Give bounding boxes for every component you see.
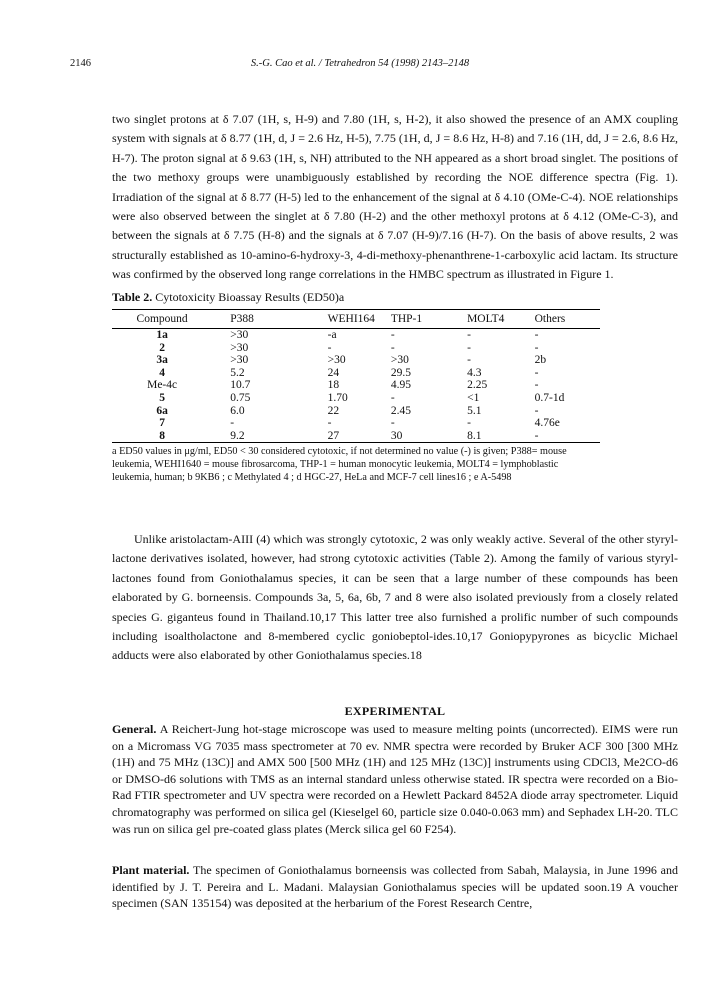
cell-molt4: 2.25 bbox=[467, 379, 488, 392]
cell-wehi164: -a bbox=[327, 329, 337, 341]
cell-compound: 2 bbox=[159, 341, 165, 354]
table-footnote bbox=[112, 445, 572, 484]
cell-wehi164: 18 bbox=[327, 379, 340, 392]
cell-others: - bbox=[534, 366, 539, 379]
table-row bbox=[112, 405, 600, 418]
cell-thp1: 29.5 bbox=[390, 366, 411, 379]
paragraph-general bbox=[112, 721, 678, 837]
page-header bbox=[70, 58, 650, 74]
running-title: S.-G. Cao et al. / Tetrahedron 54 (1998) 2143–2148 bbox=[250, 58, 470, 69]
table-row bbox=[112, 342, 600, 355]
cell-wehi164: 22 bbox=[327, 404, 340, 417]
cell-others: - bbox=[534, 329, 539, 341]
paragraph-plant-material bbox=[112, 862, 678, 912]
cell-p388: >30 bbox=[230, 329, 249, 341]
header-compound: Compound bbox=[112, 310, 212, 329]
cell-thp1: - bbox=[390, 417, 395, 430]
cell-p388: 6.0 bbox=[230, 404, 245, 417]
cell-others: - bbox=[535, 430, 600, 443]
general-text: A Reichert-Jung hot-stage microscope was used to measure melting points (uncorrected). EIMS were run on a Micromass VG 7035 mass spectrometer at 70 ev. NMR spectra were recorded by Bruker ACF 300 [300 MHz (1H) and 75 MHz (13C)] and AMX 500 [500 MHz (1H) and 125 MHz (13C)] instruments using CDCl3, Me2CO-d6 or DMSO-d6 solutions with TMS as an internal standard unless otherwise stated. IR spectra were recorded on a Bio-Rad FTIR spectrometer and UV spectra were recorded on a Hewlett Packard 8452A diode array spectrometer. Liquid chromatography was performed on silica gel (Kieselgel 60, particle size 0.040-0.063 mm) and Sephadex LH-20. TLC was run on silica gel pre-coated glass plates (Merck silica gel 60 F254). bbox=[112, 722, 678, 836]
header-thp1: THP-1 bbox=[391, 310, 467, 329]
paragraph-text: Unlike aristolactam-AIII (4) which was strongly cytotoxic, 2 was only weakly active. Several of the other styryl-lactone derivatives isolated, however, had strong cytotoxic activities (Table 2). Among the family of various styryl-lactones found from Goniothalamus species, it can be seen that a large number of these compounds has been elaborated by G. borneensis. Compounds 3a, 5, 6a, 6b, 7 and 8 were also isolated previously from a closely related species G. giganteus found in Thailand.10,17 This latter tree also furnished a prolific number of such compounds including isoaltholactone and 8-membered cyclic goniobeptol-ides.10,17 Goniopypyrones as bicyclic Michael adducts were also elaborated by other Goniothalamus species.18 bbox=[112, 532, 678, 663]
header-wehi164: WEHI164 bbox=[328, 310, 391, 329]
cell-others: - bbox=[534, 341, 539, 354]
paragraph-nmr-discussion bbox=[112, 110, 678, 285]
cell-p388: 5.2 bbox=[230, 366, 245, 379]
table-cytotoxicity bbox=[112, 290, 667, 484]
paragraph-text: two singlet protons at δ 7.07 (1H, s, H-9) and 7.80 (1H, s, H-2), it also showed the presence of an AMX coupling system with signals at δ 8.77 (1H, d, J = 2.6 Hz, H-5), 7.75 (1H, d, J = 8.6 Hz, H-8) and 7.16 (1H, dd, J = 2.6, 8.6 Hz, H-7). The proton signal at δ 9.63 (1H, s, NH) attributed to the NH appeared as a short broad singlet. The positions of the two methoxy groups were unambiguously established by recording the NOE difference spectra (Fig. 1). Irradiation of the signal at δ 8.77 (H-5) led to the enhancement of the signal at δ 4.10 (OMe-C-4). NOE relationships were also observed between the singlet at δ 7.80 (H-2) and the other methoxyl protons at δ 4.12 (OMe-C-3), and between the signals at δ 7.75 (H-8) and the signals at δ 7.07 (H-9)/7.16 (H-7). On the basis of above results, 2 was structurally established as 10-amino-6-hydroxy-3, 4-di-methoxy-phenanthrene-1-carboxylic acid lactam. Its structure was confirmed by the observed long range correlations in the HMBC spectrum as illustrated in Figure 1. bbox=[112, 112, 678, 282]
table-row bbox=[112, 430, 600, 443]
cell-molt4: 4.3 bbox=[467, 366, 482, 379]
cell-molt4: - bbox=[467, 417, 471, 430]
section-heading-experimental: EXPERIMENTAL bbox=[344, 704, 446, 718]
header-others: Others bbox=[535, 310, 600, 329]
table-caption-text: Cytotoxicity Bioassay Results (ED50)a bbox=[155, 290, 345, 304]
cell-molt4: 5.1 bbox=[467, 404, 482, 417]
cell-compound: 5 bbox=[159, 391, 165, 404]
cell-compound: 6a bbox=[156, 404, 168, 417]
paragraph-cytotoxicity-discussion bbox=[112, 530, 678, 666]
cell-thp1: >30 bbox=[390, 354, 409, 367]
cell-others: 4.76e bbox=[534, 417, 560, 430]
cell-molt4: - bbox=[467, 341, 471, 354]
data-table bbox=[112, 309, 600, 443]
header-p388: P388 bbox=[212, 310, 327, 329]
cell-wehi164: - bbox=[327, 341, 332, 354]
cell-wehi164: 1.70 bbox=[327, 391, 348, 404]
table-row bbox=[112, 354, 600, 367]
header-molt4: MOLT4 bbox=[467, 310, 535, 329]
cell-compound: 4 bbox=[159, 366, 165, 379]
cell-p388: - bbox=[230, 417, 235, 430]
cell-thp1: - bbox=[390, 341, 395, 354]
page-number: 2146 bbox=[70, 58, 91, 69]
cell-others: 2b bbox=[534, 354, 547, 367]
table-row bbox=[112, 392, 600, 405]
cell-thp1: 2.45 bbox=[390, 404, 411, 417]
footnote-text: a ED50 values in μg/ml, ED50 < 30 considered cytotoxic, if not determined no value (-) is given; P388= mouse leukemia, WEHI1640 = mouse fibrosarcoma, THP-1 = human monocytic leukemia, MOLT4 = lymphoblastic leukemia, human; b 9KB6 ; c Methylated 4 ; d HGC-27, HeLa and MCF-7 cell lines16 ; e A-5498 bbox=[112, 446, 567, 484]
cell-p388: 0.75 bbox=[230, 391, 251, 404]
cell-molt4: - bbox=[467, 329, 471, 341]
cell-p388: 10.7 bbox=[230, 379, 251, 392]
table-row bbox=[112, 329, 600, 342]
cell-molt4: 8.1 bbox=[467, 430, 535, 443]
cell-wehi164: - bbox=[327, 417, 332, 430]
cell-others: - bbox=[534, 379, 539, 392]
table-header-row bbox=[112, 310, 600, 329]
cell-p388: >30 bbox=[230, 354, 249, 367]
cell-p388: >30 bbox=[230, 341, 249, 354]
cell-molt4: <1 bbox=[467, 391, 480, 404]
table-row bbox=[112, 417, 600, 430]
cell-compound: 3a bbox=[156, 354, 168, 367]
cell-others: 0.7-1d bbox=[534, 391, 565, 404]
cell-compound: 8 bbox=[112, 430, 212, 443]
cell-thp1: - bbox=[390, 391, 395, 404]
cell-others: - bbox=[534, 404, 539, 417]
cell-thp1: 4.95 bbox=[390, 379, 411, 392]
cell-p388: 9.2 bbox=[212, 430, 327, 443]
cell-compound: 7 bbox=[159, 417, 165, 430]
cell-molt4: - bbox=[467, 354, 471, 367]
table-caption bbox=[112, 290, 667, 305]
plant-material-text: The specimen of Goniothalamus borneensis was collected from Sabah, Malaysia, in June 1996 and identified by J. T. Pereira and L. Madani. Malaysian Goniothalamus species will be updated soon.19 A voucher specimen (SAN 135154) was deposited at the herbarium of the Forest Research Centre, bbox=[112, 863, 678, 911]
cell-thp1: 30 bbox=[391, 430, 467, 443]
cell-compound: 1a bbox=[156, 329, 168, 341]
cell-compound: Me-4c bbox=[147, 379, 178, 392]
cell-wehi164: 27 bbox=[328, 430, 391, 443]
table-label: Table 2. bbox=[112, 290, 153, 304]
plant-material-label: Plant material. bbox=[112, 863, 190, 877]
table-row bbox=[112, 379, 600, 392]
cell-wehi164: 24 bbox=[327, 366, 340, 379]
general-label: General. bbox=[112, 722, 157, 736]
table-row bbox=[112, 367, 600, 380]
cell-wehi164: >30 bbox=[327, 354, 346, 367]
cell-thp1: - bbox=[390, 329, 395, 341]
